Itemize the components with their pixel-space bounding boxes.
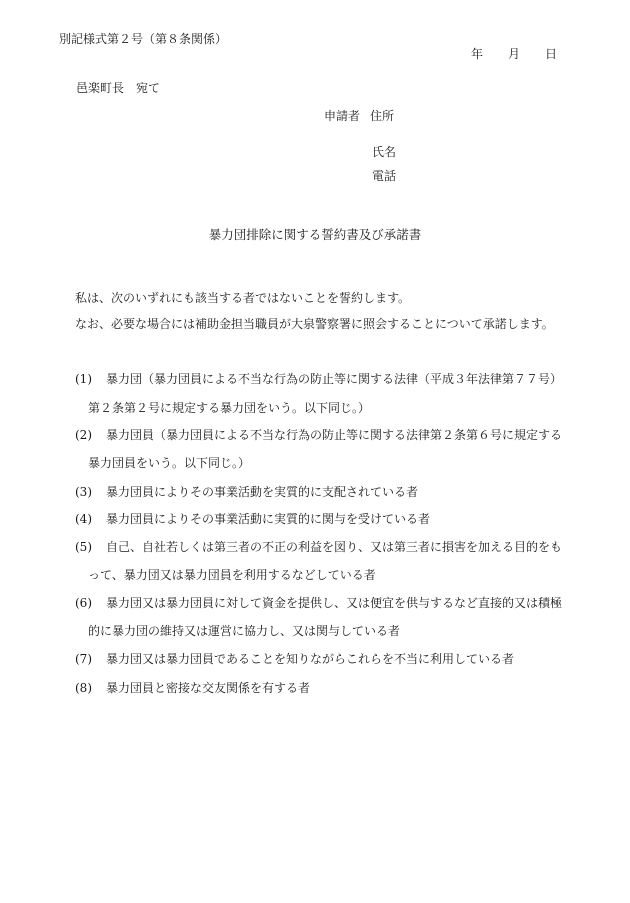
item-text-continued: 暴力団員をいう。以下同じ。） [88,456,251,470]
item-text: 暴力団又は暴力団員であることを知りながらこれらを不当に利用している者 [106,652,515,666]
item-number: (6) [75,596,92,610]
item-text-continued: 第２条第２号に規定する暴力団をいう。以下同じ。） [88,401,371,415]
name-label: 氏名 [372,145,397,159]
applicant-label: 申請者 [324,109,361,123]
item-text: 暴力団員と密接な交友関係を有する者 [106,681,311,695]
phone-label: 電話 [372,169,397,183]
item-text: 暴力団又は暴力団員に対して資金を提供し、又は便宜を供与するなど直接的又は積極 [106,596,563,610]
item-number: (7) [75,652,92,666]
item-text: 自己、自社若しくは第三者の不正の利益を図り、又は第三者に損害を加える目的をも [106,540,563,554]
item-number: (1) [75,372,92,386]
item-text: 暴力団員（暴力団員による不当な行為の防止等に関する法律第２条第６号に規定する [106,428,563,442]
date-year-label: 年 [471,47,484,61]
item-text: 暴力団員によりその事業活動を実質的に支配されている者 [106,485,419,499]
item-text-continued: って、暴力団又は暴力団員を利用するなどしている者 [88,568,376,582]
addressee: 邑楽町長 宛て [76,81,161,95]
item-number: (2) [75,428,92,442]
address-label: 住所 [370,109,395,123]
item-text-continued: 的に暴力団の維持又は運営に協力し、又は関与している者 [88,624,401,638]
pledge-statement: 私は、次のいずれにも該当する者ではないことを誓約します。 [75,291,411,305]
document-title: 暴力団排除に関する誓約書及び承諾書 [208,227,422,242]
date-month-label: 月 [508,47,521,61]
consent-statement: なお、必要な場合には補助金担当職員が大泉警察署に照会することについて承諾します。 [75,317,554,331]
item-text: 暴力団（暴力団員による不当な行為の防止等に関する法律（平成３年法律第７７号） [106,372,563,386]
item-number: (8) [75,681,92,695]
item-number: (4) [75,512,92,526]
item-number: (5) [75,540,92,554]
form-reference: 別記様式第２号（第８条関係） [59,32,228,46]
item-text: 暴力団員によりその事業活動に実質的に関与を受けている者 [106,512,431,526]
date-day-label: 日 [545,47,558,61]
item-number: (3) [75,485,92,499]
